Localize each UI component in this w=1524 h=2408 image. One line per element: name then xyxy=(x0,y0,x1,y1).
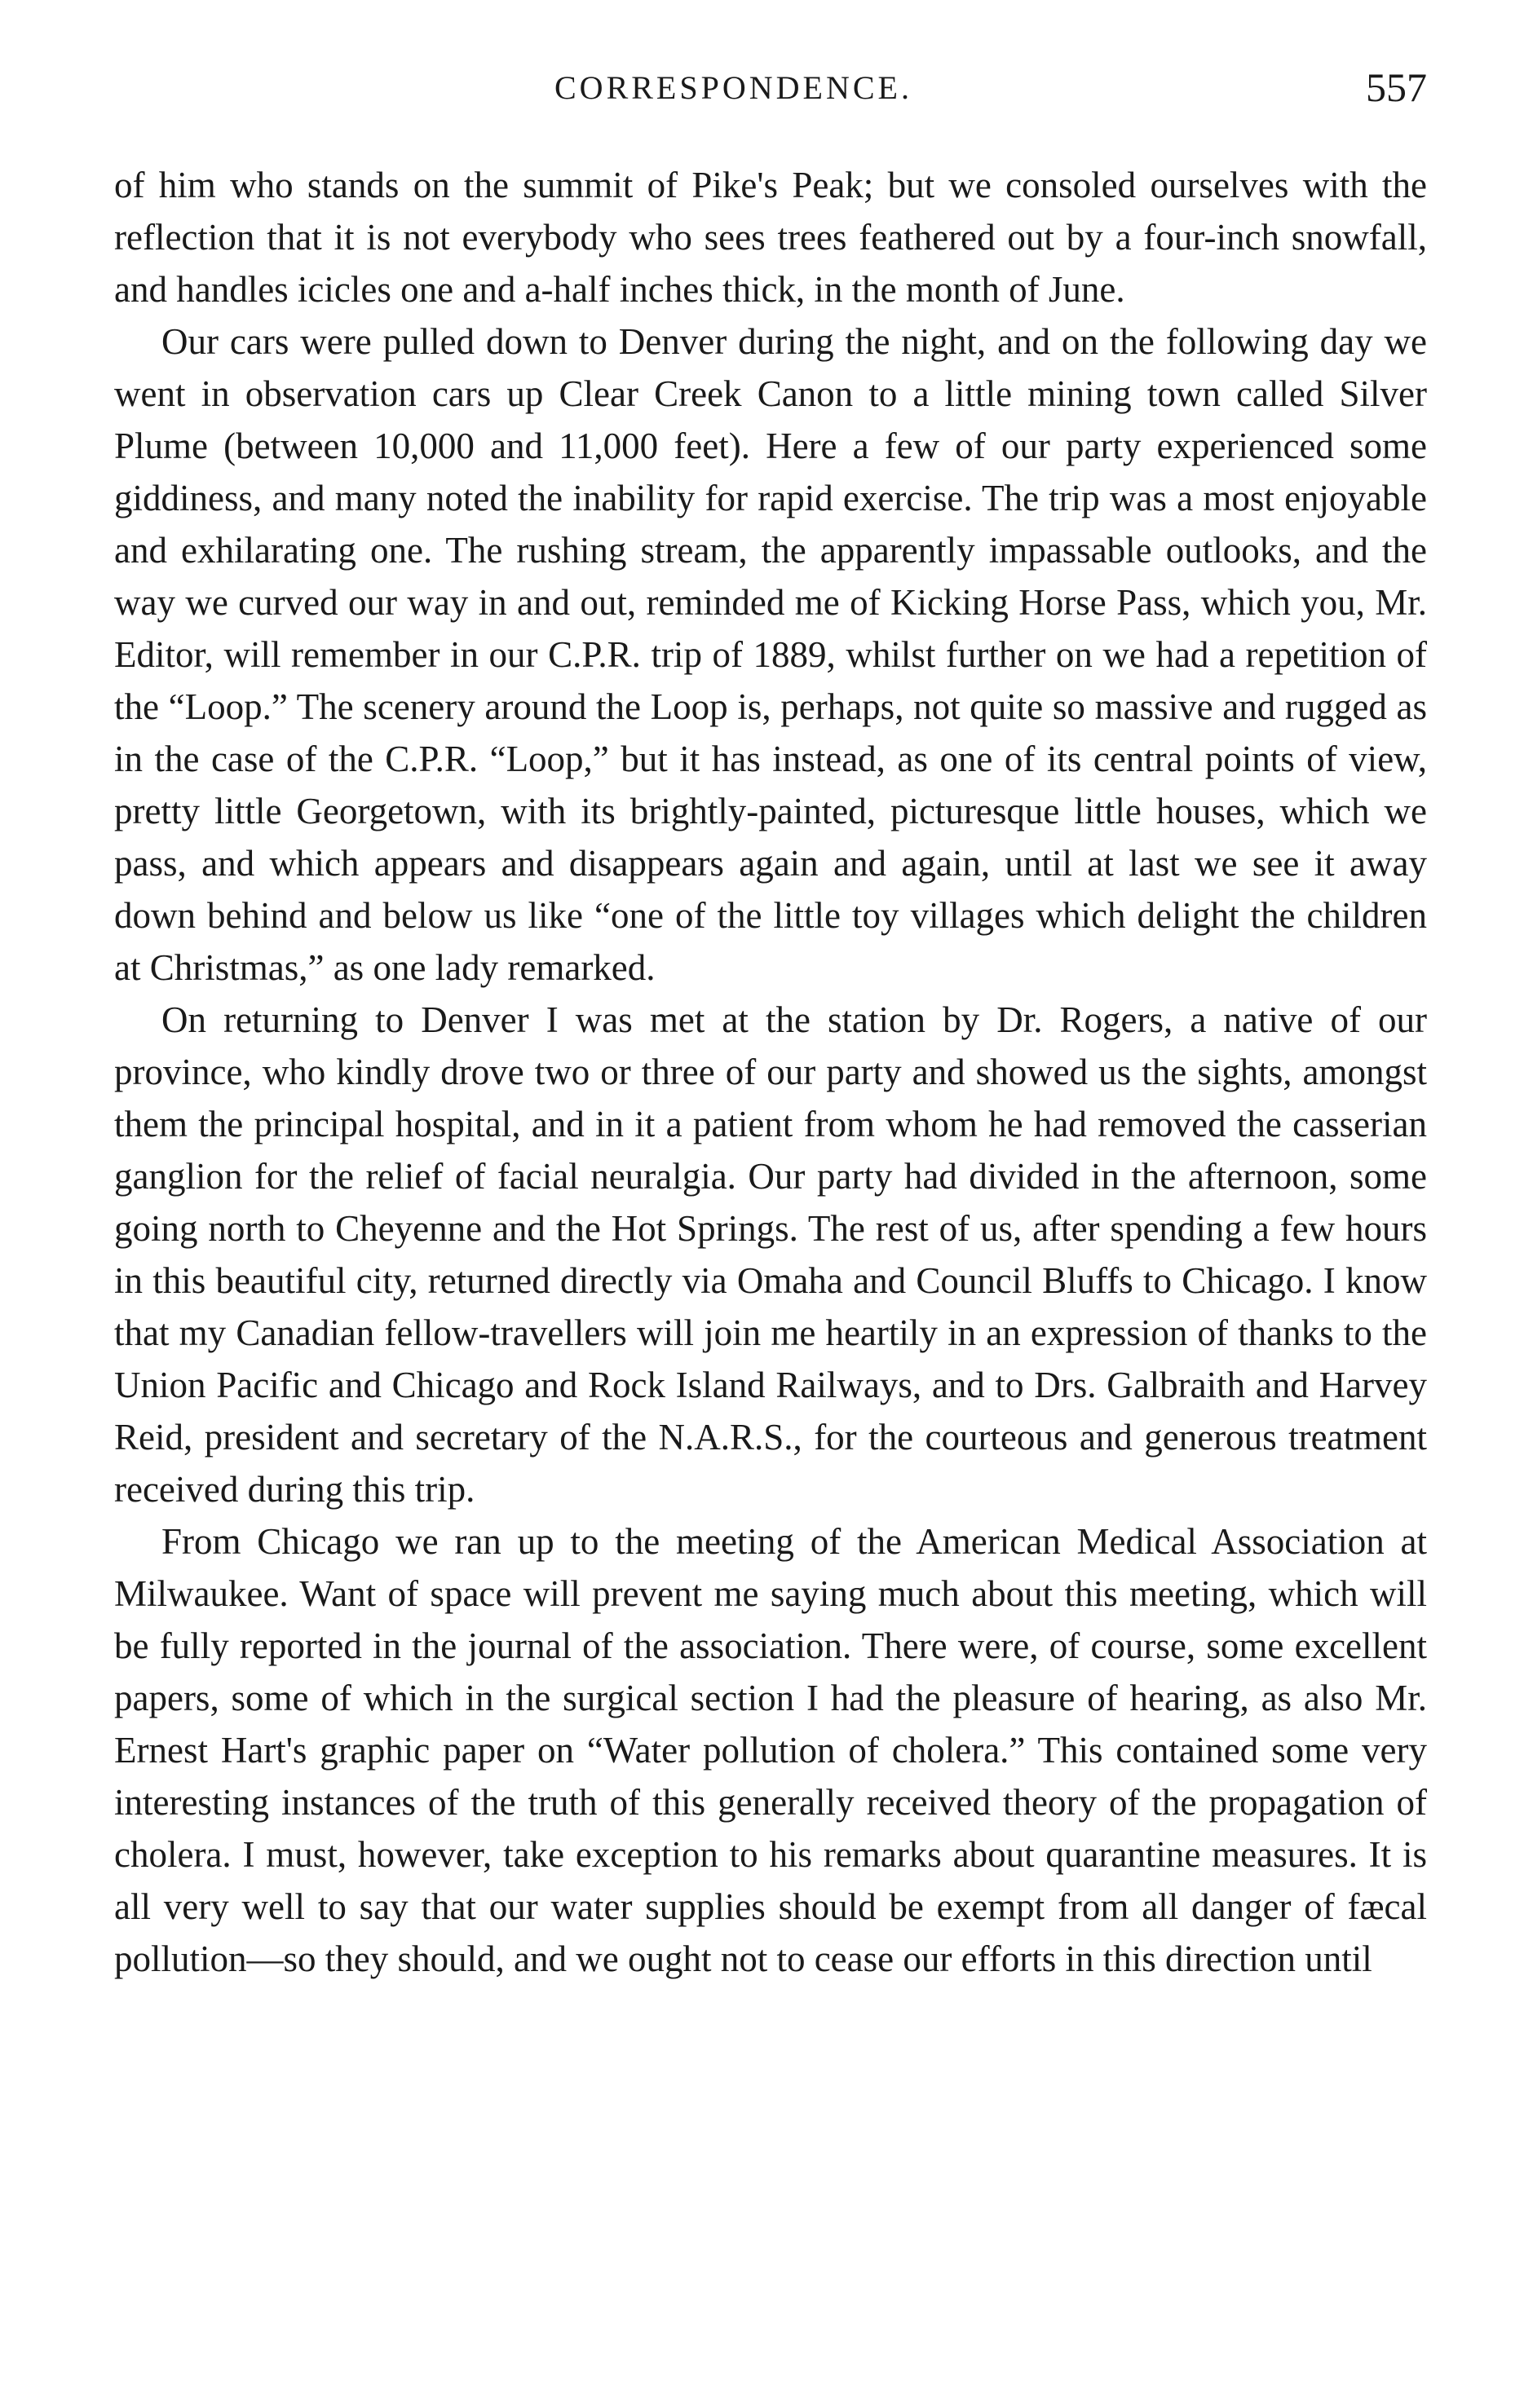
body-text xyxy=(114,159,1427,1985)
running-header xyxy=(114,64,1427,121)
page-number: 557 xyxy=(1366,64,1427,110)
paragraph-milwaukee-meeting: From Chicago we ran up to the meeting of the American Medical Association at Milwaukee. Want of space will prevent me saying much about this meeting, which will be fully reported in the journal of the association. There were, of course, some excellent papers, some of which in the surgical section I had the pleasure of hearing, as also Mr. Ernest Hart's graphic paper on “Water pollution of cholera.” This contained some very interesting instances of the truth of this generally received theory of the propagation of cholera. I must, however, take exception to his remarks about quarantine measures. It is all very well to say that our water supplies should be exempt from all danger of fæcal pollution—so they should, and we ought not to cease our efforts in this direction until xyxy=(114,1521,1427,1979)
paragraph-denver-trip: Our cars were pulled down to Denver during the night, and on the following day we went in observation cars up Clear Creek Canon to a little mining town called Silver Plume (between 10,000 and 11,000 feet). Here a few of our party experienced some giddiness, and many noted the inability for rapid exercise. The trip was a most enjoyable and exhilarating one. The rushing stream, the apparently impassable outlooks, and the way we curved our way in and out, reminded me of Kicking Horse Pass, which you, Mr. Editor, will remember in our C.P.R. trip of 1889, whilst further on we had a repetition of the “Loop.” The scenery around the Loop is, perhaps, not quite so massive and rugged as in the case of the C.P.R. “Loop,” but it has instead, as one of its central points of view, pretty little Georgetown, with its brightly-painted, picturesque little houses, which we pass, and which appears and disappears again and again, until at last we see it away down behind and below us like “one of the little toy villages which delight the children at Christmas,” as one lady remarked. xyxy=(114,321,1427,988)
running-title: CORRESPONDENCE. xyxy=(554,69,912,106)
paragraph-return-denver: On returning to Denver I was met at the station by Dr. Rogers, a native of our province, who kindly drove two or three of our party and showed us the sights, amongst them the principal hospital, and in it a patient from whom he had removed the casserian ganglion for the relief of facial neuralgia. Our party had divided in the afternoon, some going north to Cheyenne and the Hot Springs. The rest of us, after spending a few hours in this beautiful city, returned directly via Omaha and Council Bluffs to Chicago. I know that my Canadian fellow-travellers will join me heartily in an expression of thanks to the Union Pacific and Chicago and Rock Island Railways, and to Drs. Galbraith and Harvey Reid, president and secretary of the N.A.R.S., for the courteous and generous treatment received during this trip. xyxy=(114,999,1427,1510)
paragraph-continuation: of him who stands on the summit of Pike's Peak; but we consoled ourselves with the reflection that it is not everybody who sees trees feathered out by a four-inch snowfall, and handles icicles one and a-half inches thick, in the month of June. xyxy=(114,165,1427,310)
